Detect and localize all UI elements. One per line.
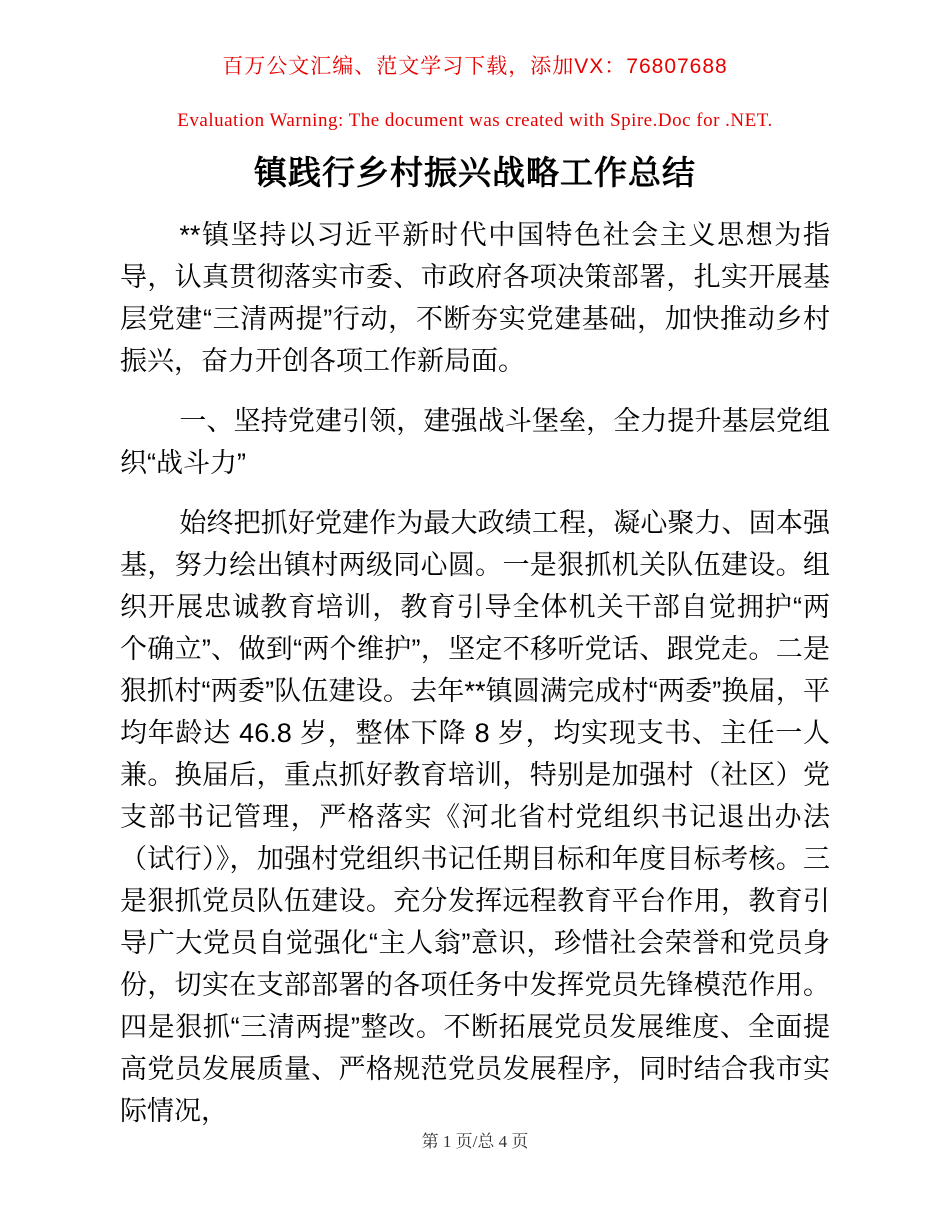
promo-banner: 百万公文汇编、范文学习下载，添加VX：76807688 <box>222 55 728 78</box>
document-body <box>0 214 950 1132</box>
document-title: 镇践行乡村振兴战略工作总结 <box>254 154 696 191</box>
evaluation-warning: Evaluation Warning: The document was created with Spire.Doc for .NET. <box>177 110 773 131</box>
page-number-indicator: 第 1 页/总 4 页 <box>421 1132 529 1151</box>
body-paragraph-1: 始终把抓好党建作为最大政绩工程，凝心聚力、固本强基，努力绘出镇村两级同心圆。一是狠抓机关队伍建设。组织开展忠诚教育培训，教育引导全体机关干部自觉拥护“两个确立”、做到“两个维护”，坚定不移听党话、跟党走。二是狠抓村“两委”队伍建设。去年**镇圆满完成村“两委”换届，平均年龄达 46.8 岁，整体下降 8 岁，均实现支书、主任一人兼。换届后，重点抓好教育培训，特别是加强村（社区）党支部书记管理，严格落实《河北省村党组织书记退出办法（试行）》，加强村党组织书记任期目标和年度目标考核。三是狠抓党员队伍建设。充分发挥远程教育平台作用，教育引导广大党员自觉强化“主人翁”意识，珍惜社会荣誉和党员身份，切实在支部部署的各项任务中发挥党员先锋模范作用。四是狠抓“三清两提”整改。不断拓展党员发展维度、全面提高党员发展质量、严格规范党员发展程序，同时结合我市实际情况， <box>120 508 830 1126</box>
section-heading-1: 一、坚持党建引领，建强战斗堡垒，全力提升基层党组织“战斗力” <box>120 406 830 478</box>
page-footer <box>0 1130 950 1154</box>
intro-paragraph: **镇坚持以习近平新时代中国特色社会主义思想为指导，认真贯彻落实市委、市政府各项决策部署，扎实开展基层党建“三清两提”行动，不断夯实党建基础，加快推动乡村振兴，奋力开创各项工作新局面。 <box>120 220 830 376</box>
